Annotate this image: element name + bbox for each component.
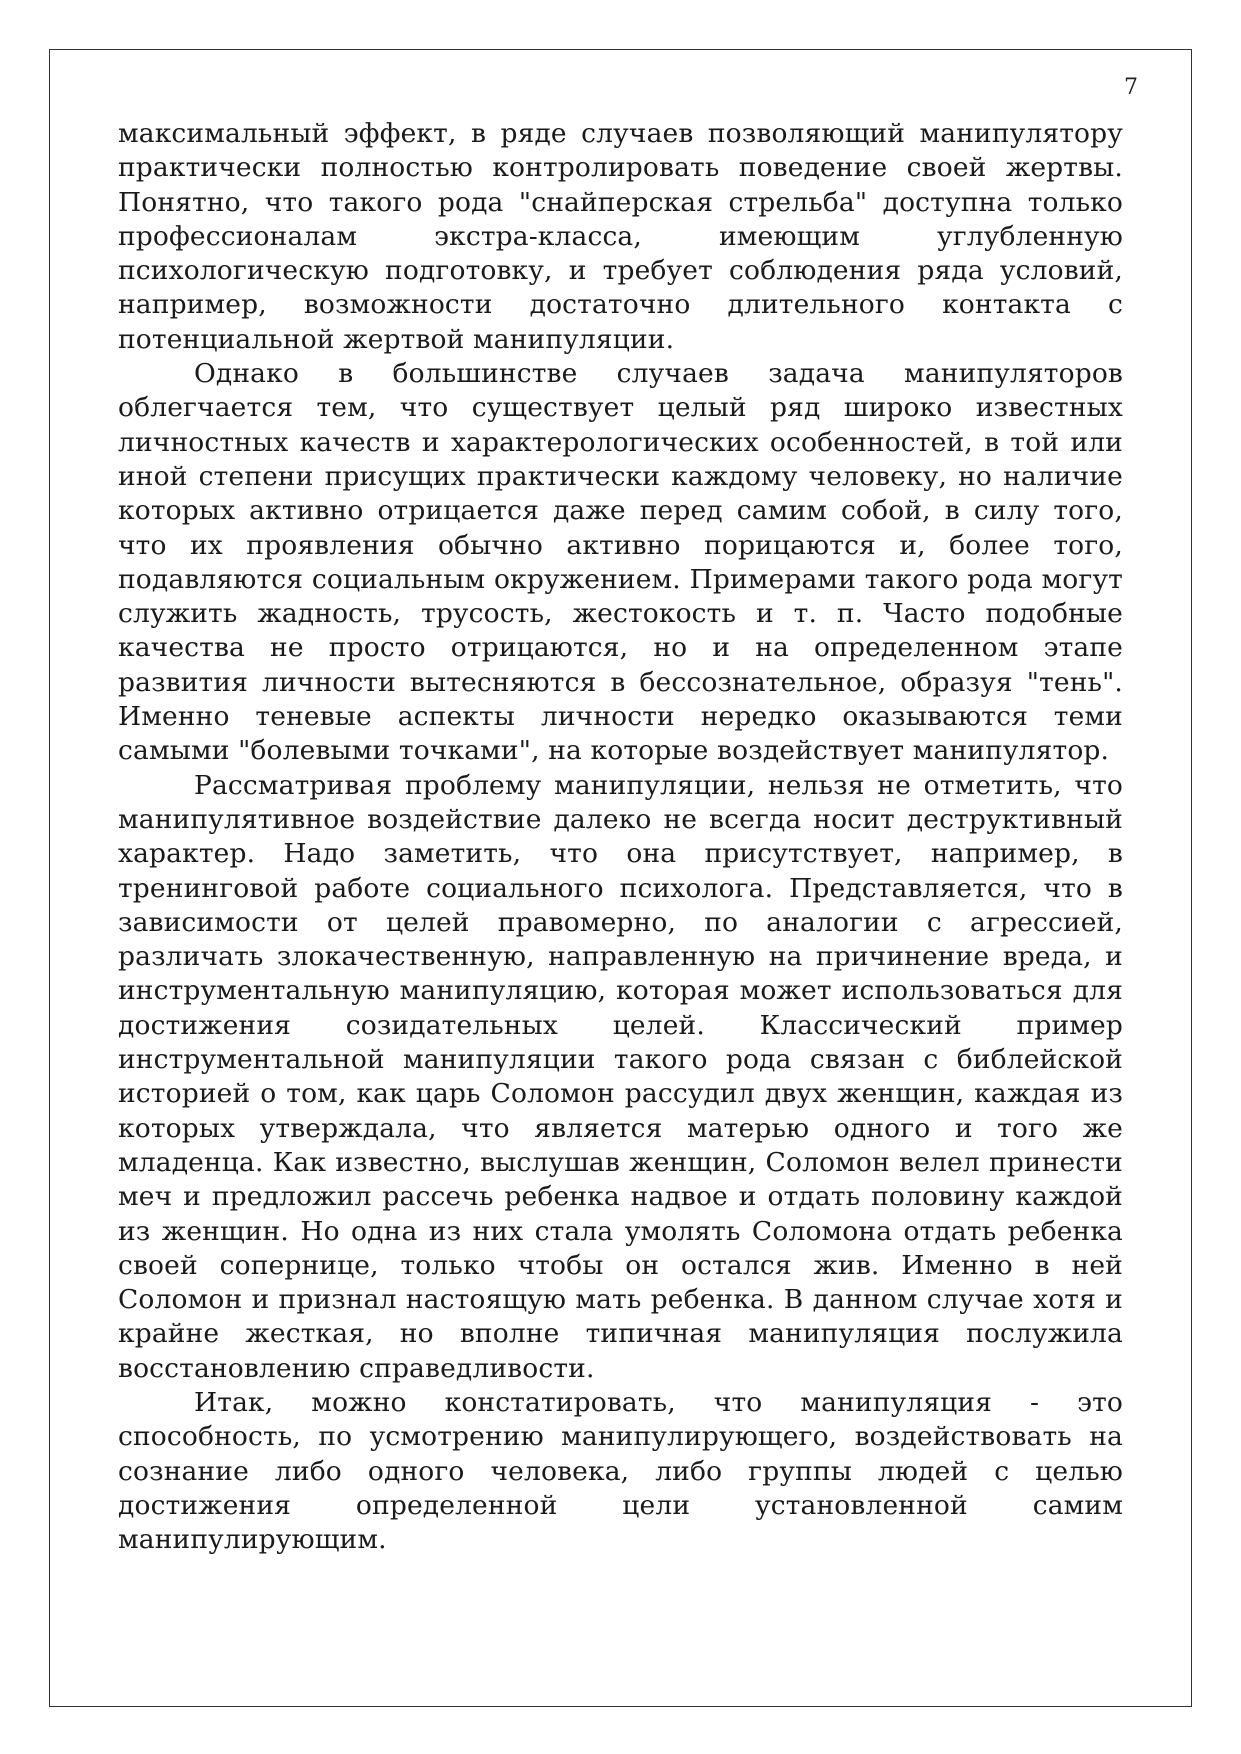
paragraph-character-traits: Однако в большинстве случаев задача манипуляторов облегчается тем, что существует целый ряд широко известных личностных качеств и характерологических особенностей, в той или иной степени присущих практически каждому человеку, но наличие которых активно отрицается даже перед самим собой, в силу того, что их проявления обычно активно порицаются и, более того, подавляются социальным окружением. Примерами такого рода могут служить жадность, трусость, жестокость и т. п. Часто подобные качества не просто отрицаются, но и на определенном этапе развития личности вытесняются в бессознательное, образуя "тень". Именно теневые аспекты личности нередко оказываются теми самыми "болевыми точками", на которые воздействует манипулятор. xyxy=(118,358,1123,767)
page-number: 7 xyxy=(1124,75,1138,100)
paragraph-instrumental-manipulation: Рассматривая проблему манипуляции, нельзя не отметить, что манипулятивное воздействие далеко не всегда носит деструктивный характер. Надо заметить, что она присутствует, например, в тренинговой работе социального психолога. Представляется, что в зависимости от целей правомерно, по аналогии с агрессией, различать злокачественную, направленную на причинение вреда, и инструментальную манипуляцию, которая может использоваться для достижения созидательных целей. Классический пример инструментальной манипуляции такого рода связан с библейской историей о том, как царь Соломон рассудил двух женщин, каждая из которых утверждала, что является матерью одного и того же младенца. Как известно, выслушав женщин, Соломон велел принести меч и предложил рассечь ребенка надвое и отдать половину каждой из женщин. Но одна из них стала умолять Соломона отдать ребенка своей сопернице, только чтобы он остался жив. Именно в ней Соломон и признал настоящую мать ребенка. В данном случае хотя и крайне жесткая, но вполне типичная манипуляция послужила восстановлению справедливости. xyxy=(118,769,1123,1384)
paragraph-conclusion: Итак, можно констатировать, что манипуляция - это способность, по усмотрению манипулирующего, воздействовать на сознание либо одного человека, либо группы людей с целью достижения определенной цели установленной самим манипулирующим. xyxy=(118,1386,1123,1556)
document-body xyxy=(118,117,1123,1557)
paragraph-continuation: максимальный эффект, в ряде случаев позволяющий манипулятору практически полностью контролировать поведение своей жертвы. Понятно, что такого рода "снайперская стрельба" доступна только профессионалам экстра-класса, имеющим углубленную психологическую подготовку, и требует соблюдения ряда условий, например, возможности достаточно длительного контакта с потенциальной жертвой манипуляции. xyxy=(118,118,1123,355)
